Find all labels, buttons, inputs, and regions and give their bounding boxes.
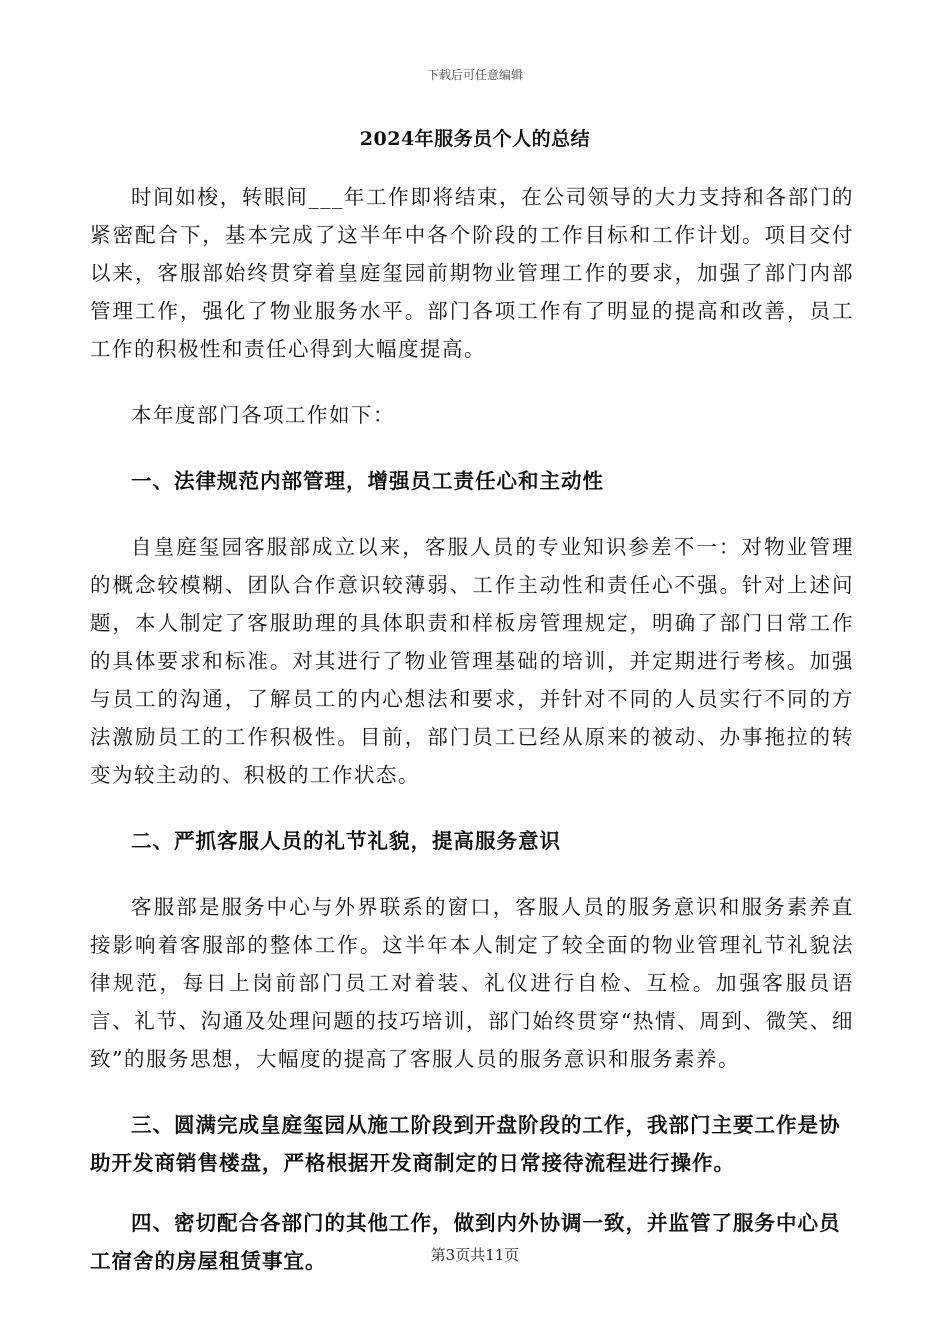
document-title: 2024年服务员个人的总结	[359, 128, 591, 150]
download-note: 下载后可任意编辑	[426, 68, 523, 82]
document-body	[90, 178, 854, 1280]
section1-body: 自皇庭玺园客服部成立以来，客服人员的专业知识参差不一：对物业管理的概念较模糊、团队合作意识较薄弱、工作主动性和责任心不强。针对上述问题，本人制定了客服助理的具体职责和样板房管理规定，明确了部门日常工作的具体要求和标准。对其进行了物业管理基础的培训，并定期进行考核。加强与员工的沟通，了解员工的内心想法和要求，并针对不同的人员实行不同的方法激励员工的工作积极性。目前，部门员工已经从原来的被动、办事拖拉的转变为较主动的、积极的工作状态。	[90, 535, 854, 787]
section1-heading: 一、法律规范内部管理，增强员工责任心和主动性	[131, 469, 604, 493]
page-number: 第3页共11页	[430, 1246, 520, 1264]
section2-heading: 二、严抓客服人员的礼节礼貌，提高服务意识	[131, 829, 561, 853]
section3-paragraph: 三、圆满完成皇庭玺园从施工阶段到开盘阶段的工作，我部门主要工作是协助开发商销售楼盘，严格根据开发商制定的日常接待流程进行操作。	[90, 1113, 841, 1175]
section2-body: 客服部是服务中心与外界联系的窗口，客服人员的服务意识和服务素养直接影响着客服部的整体工作。这半年本人制定了较全面的物业管理礼节礼貌法律规范，每日上岗前部门员工对着装、礼仪进行自检、互检。加强客服员语言、礼节、沟通及处理问题的技巧培训，部门始终贯穿“热情、周到、微笑、细致”的服务思想，大幅度的提高了客服人员的服务意识和服务素养。	[90, 895, 854, 1071]
intro-paragraph: 时间如梭，转眼间___年工作即将结束，在公司领导的大力支持和各部门的紧密配合下，基本完成了这半年中各个阶段的工作目标和工作计划。项目交付以来，客服部始终贯穿着皇庭玺园前期物业管理工作的要求，加强了部门内部管理工作，强化了物业服务水平。部门各项工作有了明显的提高和改善，员工工作的积极性和责任心得到大幅度提高。	[90, 185, 854, 361]
section4-paragraph: 四、密切配合各部门的其他工作，做到内外协调一致，并监管了服务中心员工宿舍的房屋租赁事宜。	[90, 1211, 841, 1273]
lead-paragraph: 本年度部门各项工作如下：	[131, 403, 395, 427]
